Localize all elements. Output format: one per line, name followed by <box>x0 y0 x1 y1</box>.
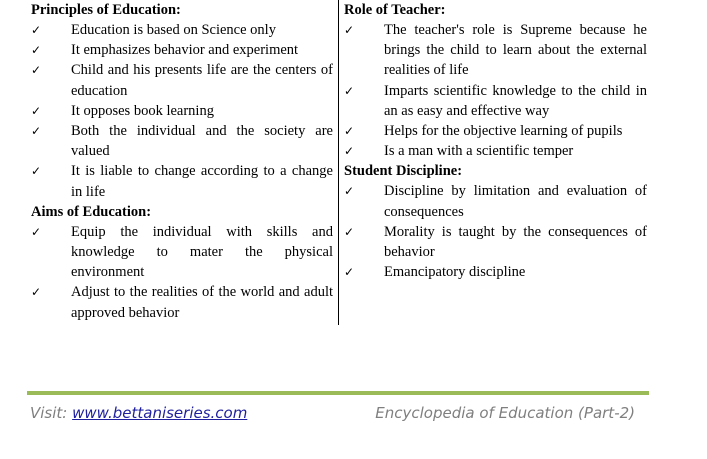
list-item-text: It emphasizes behavior and experiment <box>71 42 299 59</box>
list-item-text: Both the individual and the society are valued <box>71 123 333 160</box>
list-item <box>344 81 647 121</box>
list-item <box>344 141 647 161</box>
list-item-text: Child and his presents life are the centers of education <box>71 62 333 99</box>
checkmark-icon: ✓ <box>344 144 355 159</box>
checkmark-icon: ✓ <box>31 224 42 239</box>
list-item-text: It opposes book learning <box>71 102 214 119</box>
checkmark-icon: ✓ <box>31 23 42 37</box>
list-item <box>31 101 333 121</box>
checkmark-icon: ✓ <box>31 164 42 179</box>
heading-principles-of-education: Principles of Education: <box>31 2 181 18</box>
list-item <box>31 161 333 201</box>
list-item-text: Morality is taught by the consequences of behavior <box>384 223 647 261</box>
list-item-text: Equip the individual with skills and knowledge to mater the physical environment <box>71 223 333 281</box>
checkmark-icon: ✓ <box>344 124 355 139</box>
footer-book-title: Encyclopedia of Education (Part-2) <box>375 404 635 422</box>
list-item <box>31 40 333 60</box>
checkmark-icon: ✓ <box>344 265 355 280</box>
list-item <box>31 222 333 283</box>
list-item <box>344 181 647 221</box>
list-item-text: Helps for the objective learning of pupils <box>384 123 623 140</box>
list-item-text: It is liable to change according to a change in life <box>71 163 333 200</box>
heading-aims-of-education: Aims of Education: <box>31 203 152 220</box>
heading-role-of-teacher: Role of Teacher: <box>344 2 446 18</box>
checkmark-icon: ✓ <box>31 124 42 139</box>
footer-accent-bar <box>27 391 649 395</box>
checkmark-icon: ✓ <box>344 23 355 37</box>
list-item <box>31 20 333 40</box>
list-item <box>344 262 647 282</box>
footer-website-link[interactable]: www.bettaniseries.com <box>72 404 248 422</box>
checkmark-icon: ✓ <box>344 83 355 98</box>
checkmark-icon: ✓ <box>344 184 355 199</box>
right-column <box>344 0 647 282</box>
list-item-text: The teacher's role is Supreme because he brings the child to learn about the external realities of life <box>384 22 647 79</box>
column-divider <box>338 0 339 325</box>
list-item <box>31 60 333 100</box>
list-item <box>344 121 647 141</box>
list-item-text: Discipline by limitation and evaluation of consequences <box>384 183 647 220</box>
list-item <box>344 222 647 262</box>
list-item <box>344 20 647 81</box>
heading-student-discipline: Student Discipline: <box>344 163 463 180</box>
list-item-text: Emancipatory discipline <box>384 264 526 281</box>
list-item <box>31 282 333 322</box>
list-item-text: Education is based on Science only <box>71 22 276 38</box>
list-item <box>31 121 333 161</box>
list-item-text: Is a man with a scientific temper <box>384 143 574 160</box>
footer-visit-label: Visit: <box>30 404 73 422</box>
checkmark-icon: ✓ <box>344 224 355 239</box>
list-item-text: Imparts scientific knowledge to the child in an as easy and effective way <box>384 82 647 119</box>
checkmark-icon: ✓ <box>31 43 42 58</box>
checkmark-icon: ✓ <box>31 103 42 118</box>
footer-visit <box>30 402 247 424</box>
checkmark-icon: ✓ <box>31 285 42 300</box>
checkmark-icon: ✓ <box>31 63 42 78</box>
left-column <box>31 0 333 323</box>
list-item-text: Adjust to the realities of the world and adult approved behavior <box>71 284 333 321</box>
